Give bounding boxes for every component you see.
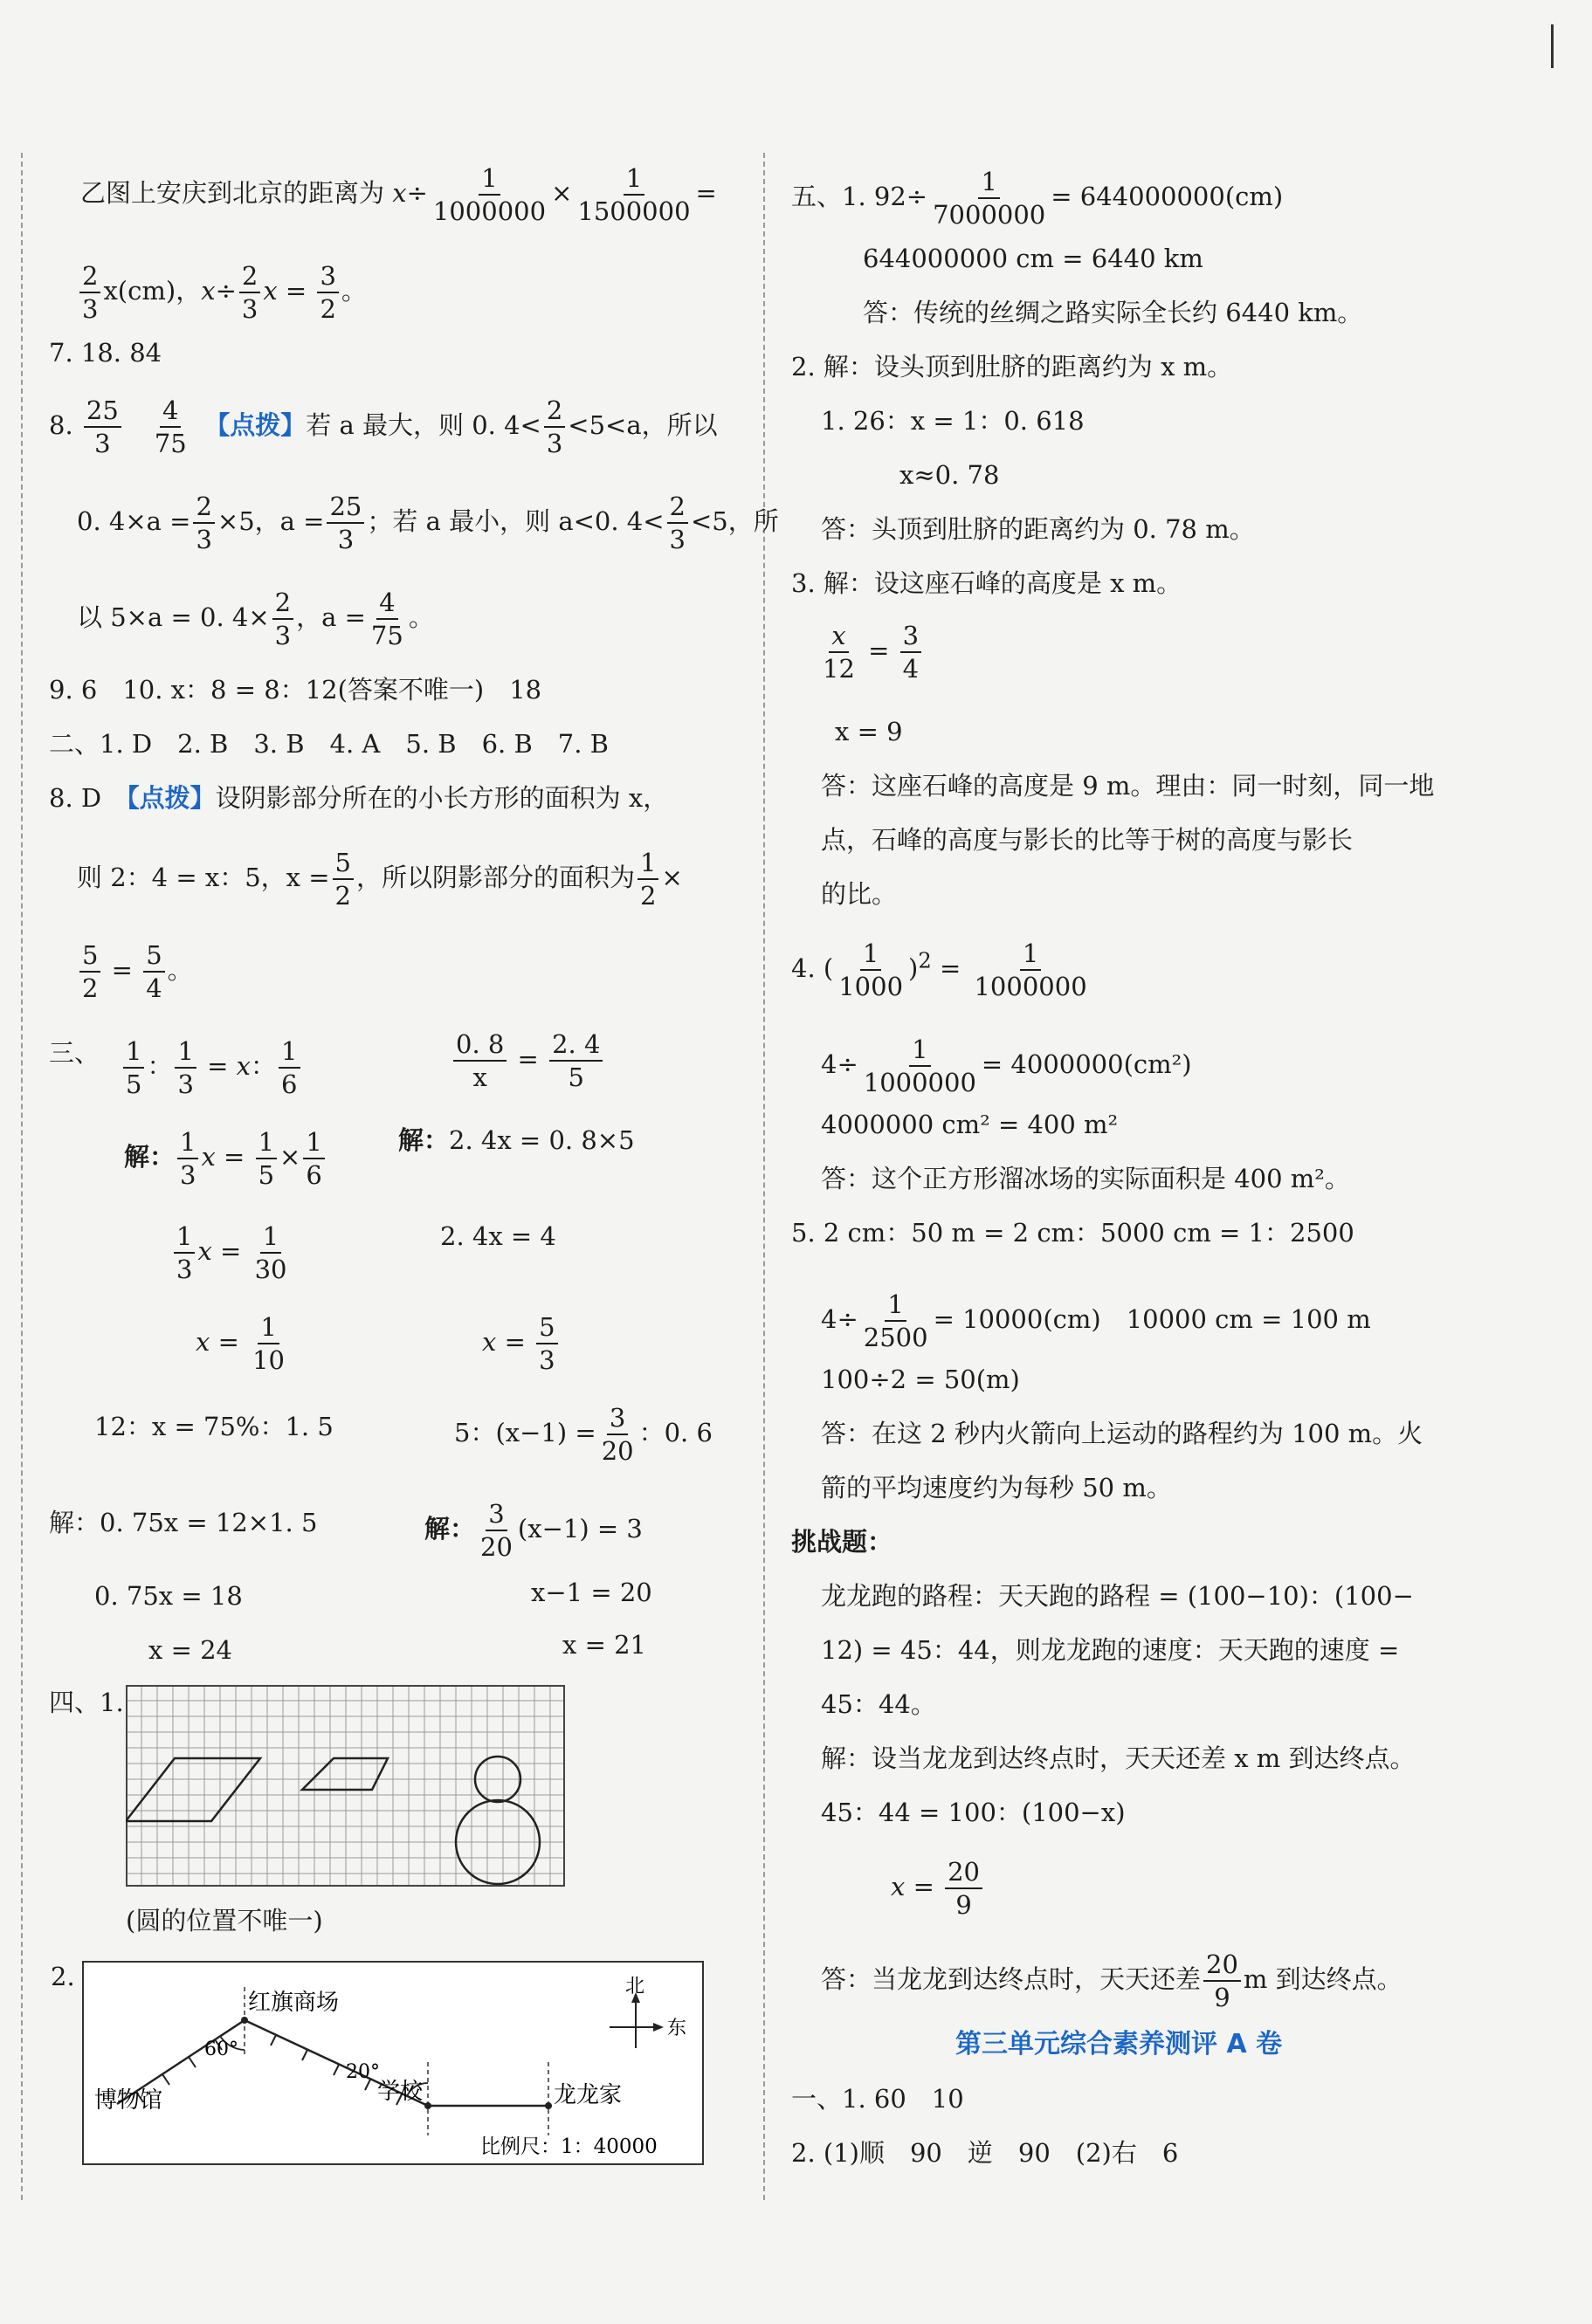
q5-answer-1: 答：在这 2 秒内火箭向上运动的路程约为 100 m。火: [821, 1419, 1423, 1448]
unit-q2: 2. (1)顺 90 逆 90 (2)右 6: [791, 2138, 1179, 2168]
challenge-label: 挑战题：: [791, 1527, 893, 1557]
eq-a: $\frac{1}{5}$ ： $\frac{1}{3}$ = x： $\frac{1}{6}$: [121, 1035, 303, 1100]
page-corner-mark: [1551, 24, 1554, 68]
part3-label: 三、: [49, 1038, 100, 1068]
part2-answers: 二、1. D 2. B 3. B 4. A 5. B 6. B 7. B: [49, 729, 609, 759]
label-mall: 红旗商场: [248, 1990, 340, 2016]
q2-answer: 答：头顶到肚脐的距离约为 0. 78 m。: [821, 514, 1255, 544]
q3-line-1: 3. 解：设这座石峰的高度是 x m。: [791, 568, 1182, 598]
q5-line-1: 5. 2 cm：50 m = 2 cm：5000 cm = 1：2500: [791, 1218, 1354, 1248]
q2-line-1: 2. 解：设头顶到肚脐的距离约为 x m。: [791, 352, 1233, 382]
eq-d: 5：(x−1) = $\frac{3}{20}$ ：0. 6: [454, 1403, 713, 1466]
frac-1-1000000: $\frac{1}{1000000}$: [432, 163, 547, 226]
q2-line-2: 1. 26：x = 1：0. 618: [821, 406, 1085, 436]
q4-line-3: 4000000 cm² = 400 m²: [821, 1110, 1119, 1139]
direction-map: [82, 1961, 704, 2167]
unit-title: 第三单元综合素养测评 A 卷: [955, 2029, 1283, 2059]
label-angle60: 60°: [204, 2039, 238, 2060]
q8-line-3: 以 5×a = 0. 4× $\frac{2}{3}$ ，a = $\frac{4}{75}$ 。: [77, 588, 434, 650]
eq-c-step1: 解：0. 75x = 12×1. 5: [49, 1508, 318, 1537]
q7: 7. 18. 84: [49, 338, 162, 368]
eq-a-step2: $\frac{1}{3}$ x = $\frac{1}{30}$: [171, 1220, 292, 1285]
eq-b-step2: 2. 4x = 4: [440, 1221, 556, 1251]
parallelogram-large: [126, 1758, 260, 1821]
q4-line-1: 4. ( $\frac{1}{1000}$ )$^2$ = $\frac{1}{1000000}$: [791, 939, 1087, 1001]
q5-line-3: 100÷2 = 50(m): [821, 1365, 1020, 1394]
challenge-answer: 答：当龙龙到达终点时，天天还差 $\frac{20}{9}$ m 到达终点。: [821, 1949, 1402, 2012]
compass-north: 北: [625, 1976, 645, 1997]
map-scale: 比例尺：1：40000: [480, 2135, 658, 2158]
map-q2-label: 2.: [51, 1962, 75, 1991]
compass-east: 东: [667, 2018, 687, 2039]
anqing-line: 乙图上安庆到北京的距离为 x÷ $\frac{1}{1000000}$ × $\frac{1}{1500000}$ =: [80, 163, 717, 226]
p5-line-2: 644000000 cm = 6440 km: [863, 244, 1203, 273]
anqing-line-2: $\frac{2}{3}$ x(cm)，x÷ $\frac{2}{3}$ x = $\frac{3}{2}$ 。: [77, 260, 367, 325]
q2-line-3: x≈0. 78: [899, 460, 1000, 490]
eq-a-result: x = $\frac{1}{10}$: [196, 1312, 286, 1375]
column-divider: [763, 153, 765, 2200]
eq-c-step2: 0. 75x = 18: [94, 1581, 243, 1611]
label-angle20: 20°: [346, 2061, 380, 2083]
q3-line-2: $\frac{x}{12}$ = $\frac{3}{4}$: [817, 620, 924, 684]
eq-b-step1: 解：2. 4x = 0. 8×5: [398, 1125, 635, 1155]
eq-c-result: x = 24: [148, 1635, 232, 1665]
q9-10: 9. 6 10. x：8 = 8：12(答案不唯一) 18: [49, 675, 542, 705]
eq-b-result: x = $\frac{5}{3}$: [482, 1311, 561, 1376]
eq-a-step1: 解： $\frac{1}{3}$ x = $\frac{1}{5}$ × $\frac{1}{6}$: [124, 1126, 327, 1191]
eq-d-step2: x−1 = 20: [531, 1578, 652, 1607]
grid-drawing: [126, 1685, 566, 1887]
left-margin-rule: [21, 153, 23, 2200]
challenge-line-1: 龙龙跑的路程：天天跑的路程 = (100−10)：(100−: [821, 1581, 1414, 1611]
eq-b: $\frac{0. 8}{x}$ = $\frac{2. 4}{5}$: [451, 1028, 605, 1093]
challenge-line-2: 12) = 45：44，则龙龙跑的速度：天天跑的速度 =: [821, 1635, 1400, 1665]
tip-label: 【点拨】: [217, 410, 307, 440]
label-home: 龙龙家: [554, 2082, 623, 2108]
q5-line-2: 4÷ $\frac{1}{2500}$ = 10000(cm) 10000 cm = 100 m: [821, 1289, 1371, 1352]
q3-answer-1: 答：这座石峰的高度是 9 m。理由：同一时刻，同一地: [821, 771, 1435, 801]
q3-line-3: x = 9: [835, 717, 903, 746]
q8d-line-2: 则 2：4 = x：5，x = $\frac{5}{2}$ ，所以阴影部分的面积为 $\frac{1}{2}$ ×: [77, 848, 683, 911]
q3-answer-3: 的比。: [821, 879, 898, 909]
q8d-line-3: $\frac{5}{2}$ = $\frac{5}{4}$ 。: [77, 939, 193, 1004]
q8d-line-1: 8. D 【点拨】设阴影部分所在的小长方形的面积为 x，: [49, 783, 669, 813]
q4-answer: 答：这个正方形溜冰场的实际面积是 400 m²。: [821, 1164, 1350, 1193]
frac-1-1500000: $\frac{1}{1500000}$: [577, 163, 691, 226]
q8-line-1: 8. $\frac{25}{3}$ $\frac{4}{75}$ 【点拨】若 a 最大，则 0. 4< $\frac{2}{3}$ <5<a，所以: [49, 395, 718, 458]
p5-answer: 答：传统的丝绸之路实际全长约 6440 km。: [863, 298, 1363, 327]
part4-label: 四、1.: [49, 1688, 124, 1717]
q5-answer-2: 箭的平均速度约为每秒 50 m。: [821, 1473, 1172, 1502]
challenge-line-6: x = $\frac{20}{9}$: [891, 1856, 985, 1921]
q3-answer-2: 点，石峰的高度与影长的比等于树的高度与影长: [821, 825, 1354, 855]
circle-note: (圆的位置不唯一): [126, 1906, 323, 1936]
challenge-line-3: 45：44。: [821, 1689, 936, 1719]
p5-line-1: 五、1. 92÷ $\frac{1}{7000000}$ = 644000000(cm): [791, 167, 1284, 230]
eq-c: 12：x = 75%：1. 5: [94, 1412, 334, 1441]
label-museum: 博物馆: [94, 2087, 163, 2114]
eq-d-step1: 解： $\frac{3}{20}$ (x−1) = 3: [424, 1499, 643, 1562]
q8-line-2: 0. 4×a = $\frac{2}{3}$ ×5，a = $\frac{25}{3}$ ；若 a 最小，则 a<0. 4< $\frac{2}{3}$ <5，所: [77, 492, 779, 554]
label-school: 学校: [377, 2079, 424, 2105]
challenge-line-4: 解：设当龙龙到达终点时，天天还差 x m 到达终点。: [821, 1743, 1416, 1773]
challenge-line-5: 45：44 = 100：(100−x): [821, 1798, 1126, 1827]
parallelogram-small: [302, 1758, 388, 1790]
eq-d-result: x = 21: [562, 1630, 646, 1660]
unit-q1: 一、1. 60 10: [791, 2084, 964, 2114]
q4-line-2: 4÷ $\frac{1}{1000000}$ = 4000000(cm²): [821, 1035, 1192, 1097]
